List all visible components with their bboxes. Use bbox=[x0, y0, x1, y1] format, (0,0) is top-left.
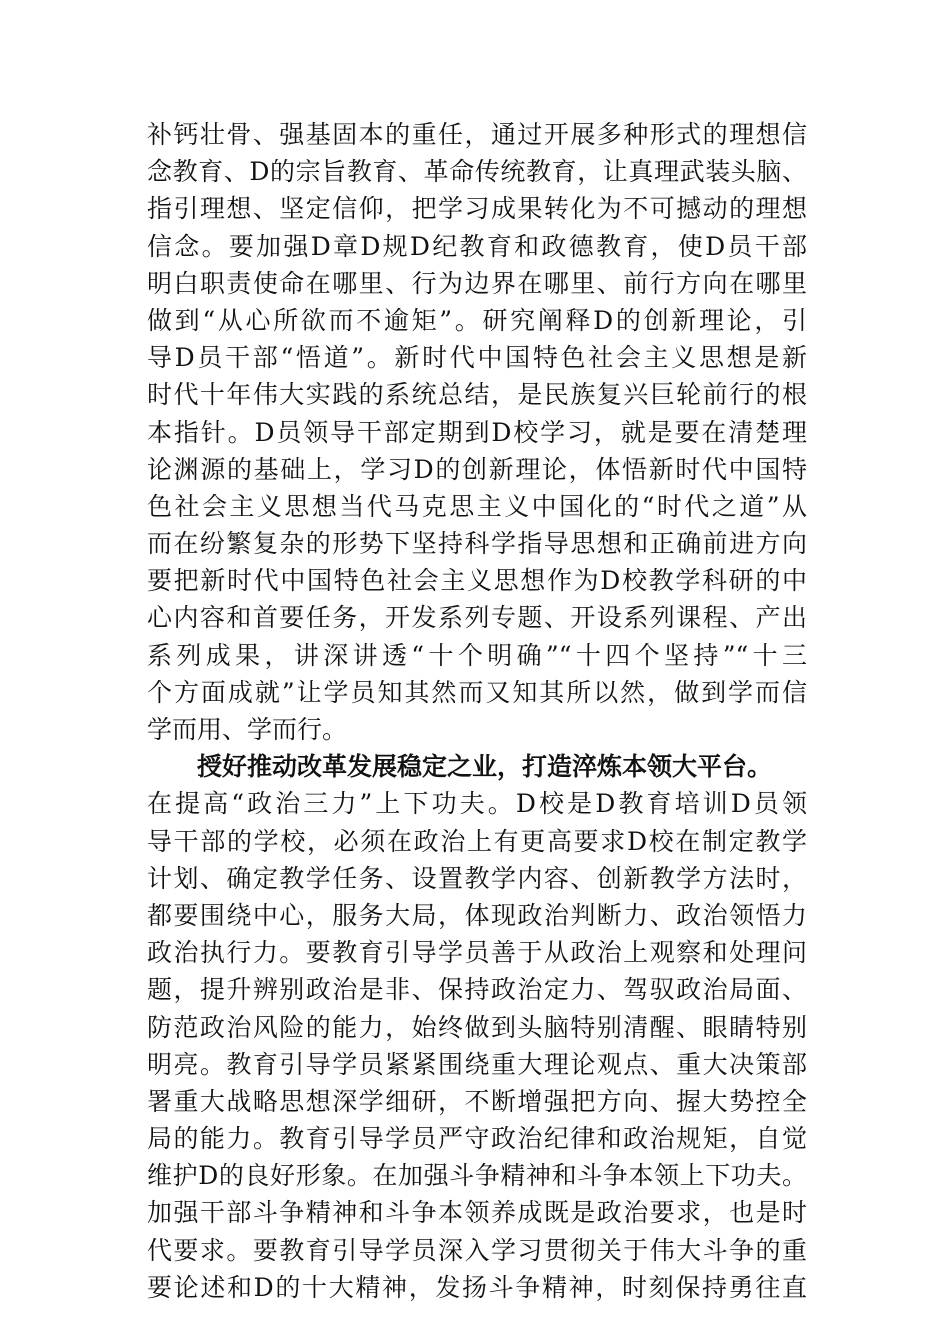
text-line: 维护D的良好形象。在加强斗争精神和斗争本领上下功夫。 bbox=[147, 1161, 807, 1191]
text-line: 明白职责使命在哪里、行为边界在哪里、前行方向在哪里 bbox=[147, 268, 807, 298]
text-line: 做到“从心所欲而不逾矩”。研究阐释D的创新理论，引 bbox=[147, 305, 807, 335]
text-line: 指引理想、坚定信仰，把学习成果转化为不可撼动的理想 bbox=[147, 194, 807, 224]
text-line: 题，提升辨别政治是非、保持政治定力、驾驭政治局面、 bbox=[147, 975, 807, 1005]
text-line: 要论述和D的十大精神，发扬斗争精神，时刻保持勇往直 bbox=[147, 1272, 807, 1302]
text-line: 补钙壮骨、强基固本的重任，通过开展多种形式的理想信 bbox=[147, 120, 807, 149]
text-line: 加强干部斗争精神和斗争本领养成既是政治要求，也是时 bbox=[147, 1198, 807, 1228]
text-line: 都要围绕中心，服务大局，体现政治判断力、政治领悟力 bbox=[147, 900, 807, 930]
text-line: 导干部的学校，必须在政治上有更高要求D校在制定教学 bbox=[147, 826, 807, 856]
text-line: 信念。要加强D章D规D纪教育和政德教育，使D员干部 bbox=[147, 231, 807, 261]
text-line: 个方面成就”让学员知其然而又知其所以然，做到学而信 bbox=[147, 677, 807, 707]
section-heading: 授好推动改革发展稳定之业，打造淬炼本领大平台。 bbox=[197, 752, 773, 782]
document-body bbox=[147, 116, 807, 1306]
text-line: 时代十年伟大实践的系统总结，是民族复兴巨轮前行的根 bbox=[147, 380, 807, 410]
text-line: 心内容和首要任务，开发系列专题、开设系列课程、产出 bbox=[147, 603, 807, 633]
text-line: 学而用、学而行。 bbox=[147, 715, 348, 744]
text-line: 本指针。D员领导干部定期到D校学习，就是要在清楚理 bbox=[147, 417, 807, 447]
text-line: 要把新时代中国特色社会主义思想作为D校教学科研的中 bbox=[147, 566, 807, 596]
text-line: 念教育、D的宗旨教育、革命传统教育，让真理武装头脑、 bbox=[147, 157, 807, 187]
text-line: 色社会主义思想当代马克思主义中国化的“时代之道”从 bbox=[147, 491, 807, 521]
text-line: 明亮。教育引导学员紧紧围绕重大理论观点、重大决策部 bbox=[147, 1049, 807, 1079]
text-line: 系列成果，讲深讲透“十个明确”“十四个坚持”“十三 bbox=[147, 640, 807, 670]
text-line: 而在纷繁复杂的形势下坚持科学指导思想和正确前进方向 bbox=[147, 529, 807, 559]
text-line: 在提高“政治三力”上下功夫。D校是D教育培训D员领 bbox=[147, 789, 807, 819]
text-line: 代要求。要教育引导学员深入学习贯彻关于伟大斗争的重 bbox=[147, 1235, 807, 1265]
text-line: 政治执行力。要教育引导学员善于从政治上观察和处理问 bbox=[147, 938, 807, 968]
text-line: 论渊源的基础上，学习D的创新理论，体悟新时代中国特 bbox=[147, 454, 807, 484]
text-line: 局的能力。教育引导学员严守政治纪律和政治规矩，自觉 bbox=[147, 1124, 807, 1154]
text-line: 计划、确定教学任务、设置教学内容、创新教学方法时， bbox=[147, 863, 807, 893]
text-line: 防范政治风险的能力，始终做到头脑特别清醒、眼睛特别 bbox=[147, 1012, 807, 1042]
text-line: 署重大战略思想深学细研，不断增强把方向、握大势控全 bbox=[147, 1086, 807, 1116]
text-line: 导D员干部“悟道”。新时代中国特色社会主义思想是新 bbox=[147, 343, 807, 373]
